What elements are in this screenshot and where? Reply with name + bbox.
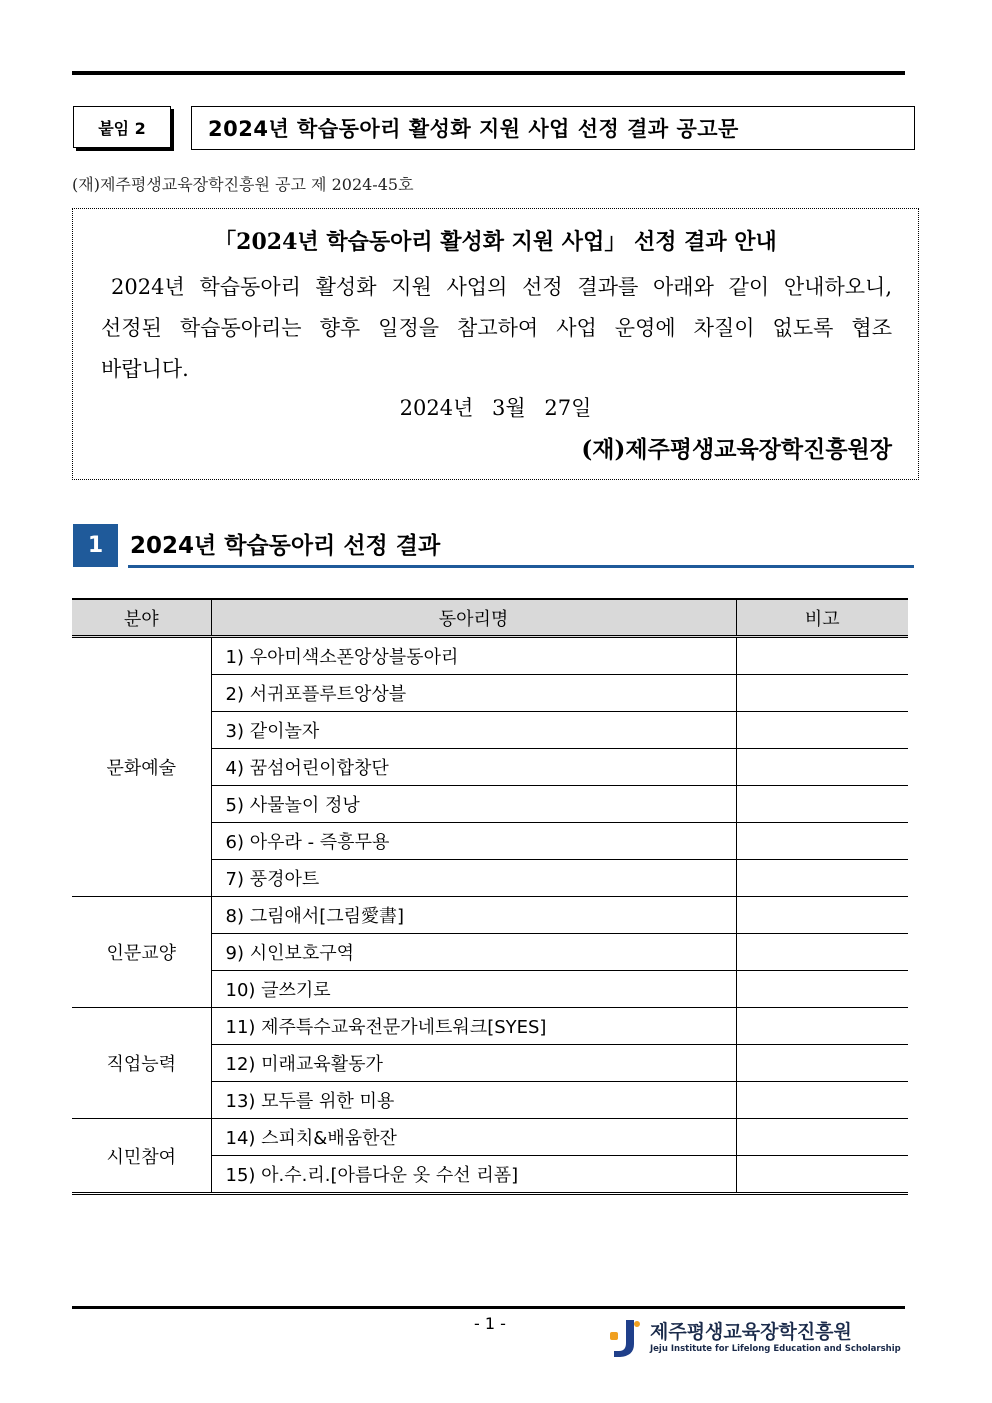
remarks-cell: [736, 786, 908, 823]
notice-box: [72, 208, 919, 480]
club-name-cell: 8) 그림애서[그림愛書]: [211, 897, 736, 934]
remarks-cell: [736, 749, 908, 786]
club-name-cell: 9) 시인보호구역: [211, 934, 736, 971]
club-name-cell: 7) 풍경아트: [211, 860, 736, 897]
remarks-cell: [736, 1082, 908, 1119]
notice-date: 2024년 3월 27일: [399, 396, 592, 420]
institute-logo: [604, 1316, 901, 1360]
notice-body: 2024년 학습동아리 활성화 지원 사업의 선정 결과를 아래와 같이 안내하오니, 선정된 학습동아리는 향후 일정을 참고하여 사업 운영에 차질이 없도록 협조 바랍니다.: [101, 275, 892, 381]
table-row: [72, 637, 908, 675]
table-row: [72, 897, 908, 934]
header-remarks: 비고: [736, 599, 908, 637]
document-title: 2024년 학습동아리 활성화 지원 사업 선정 결과 공고문: [191, 106, 915, 150]
remarks-cell: [736, 1008, 908, 1045]
notice-signature: (재)제주평생교육장학진흥원장: [581, 436, 892, 463]
selection-results-table: [72, 598, 908, 1195]
club-name-cell: 6) 아우라 - 즉흥무용: [211, 823, 736, 860]
attachment-label: 붙임 2: [73, 106, 171, 148]
logo-name-english: Jeju Institute for Lifelong Education and Scholarship: [650, 1344, 901, 1354]
club-name-cell: 12) 미래교육활동가: [211, 1045, 736, 1082]
remarks-cell: [736, 860, 908, 897]
table-header-row: [72, 599, 908, 637]
page-number: - 1 -: [474, 1314, 506, 1333]
club-name-cell: 10) 글쓰기로: [211, 971, 736, 1008]
club-name-cell: 13) 모두를 위한 미용: [211, 1082, 736, 1119]
category-cell: 시민참여: [72, 1119, 211, 1194]
club-name-cell: 4) 꿈섬어린이합창단: [211, 749, 736, 786]
club-name-cell: 15) 아.수.리.[아름다운 옷 수선 리폼]: [211, 1156, 736, 1194]
remarks-cell: [736, 1045, 908, 1082]
section-underline: [128, 565, 914, 568]
section-title: 2024년 학습동아리 선정 결과: [130, 533, 441, 559]
table-row: [72, 1008, 908, 1045]
top-rule: [72, 71, 905, 75]
club-name-cell: 3) 같이놀자: [211, 712, 736, 749]
notice-heading: 「2024년 학습동아리 활성화 지원 사업」 선정 결과 안내: [214, 229, 777, 255]
club-name-cell: 1) 우아미색소폰앙상블동아리: [211, 637, 736, 675]
club-name-cell: 2) 서귀포플루트앙상블: [211, 675, 736, 712]
category-cell: 문화예술: [72, 637, 211, 897]
remarks-cell: [736, 637, 908, 675]
notice-number: (재)제주평생교육장학진흥원 공고 제 2024-45호: [72, 175, 414, 194]
category-cell: 직업능력: [72, 1008, 211, 1119]
remarks-cell: [736, 1156, 908, 1194]
remarks-cell: [736, 971, 908, 1008]
category-cell: 인문교양: [72, 897, 211, 1008]
remarks-cell: [736, 712, 908, 749]
institute-emblem-icon: [604, 1316, 644, 1360]
header-club-name: 동아리명: [211, 599, 736, 637]
remarks-cell: [736, 1119, 908, 1156]
remarks-cell: [736, 934, 908, 971]
club-name-cell: 14) 스피치&배움한잔: [211, 1119, 736, 1156]
bottom-rule: [72, 1306, 905, 1309]
header-category: 분야: [72, 599, 211, 637]
logo-name-korean: 제주평생교육장학진흥원: [650, 1321, 852, 1343]
remarks-cell: [736, 675, 908, 712]
club-name-cell: 5) 사물놀이 정낭: [211, 786, 736, 823]
remarks-cell: [736, 823, 908, 860]
section-number: 1: [73, 524, 118, 567]
remarks-cell: [736, 897, 908, 934]
club-name-cell: 11) 제주특수교육전문가네트워크[SYES]: [211, 1008, 736, 1045]
table-row: [72, 1119, 908, 1156]
